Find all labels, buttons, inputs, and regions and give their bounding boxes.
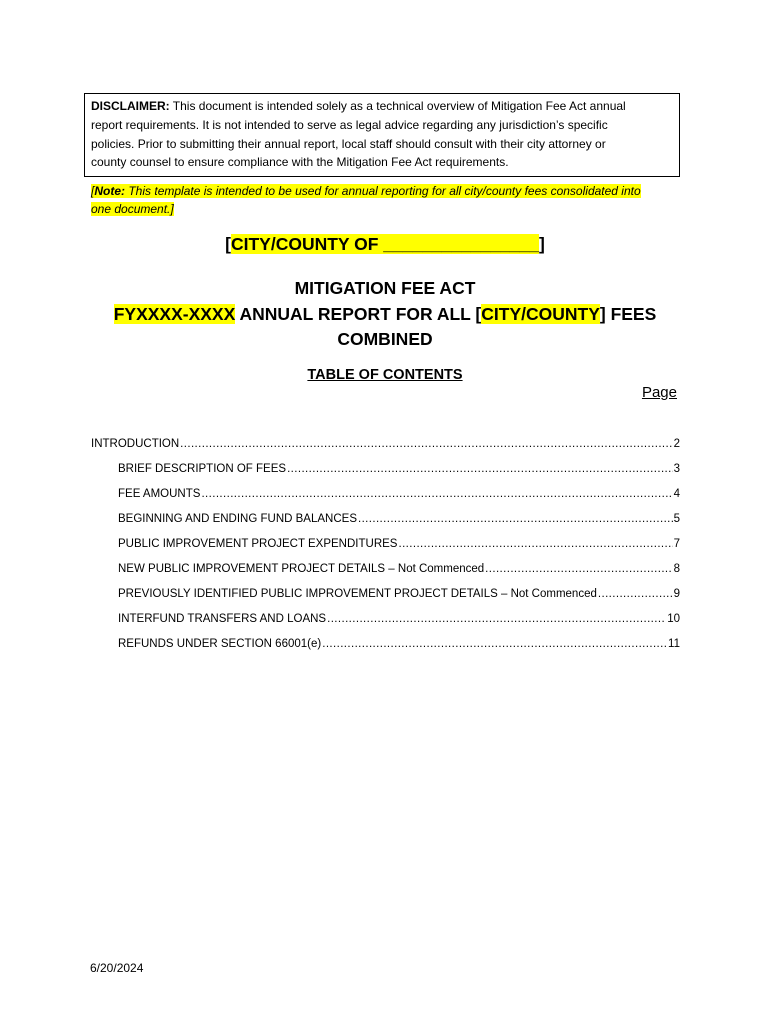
toc-entry-label: REFUNDS UNDER SECTION 66001(e)	[118, 638, 322, 650]
template-note	[91, 182, 691, 218]
city-county-placeholder: CITY/COUNTY OF ________________	[230, 234, 540, 254]
toc-entry-refunds[interactable]	[118, 638, 680, 654]
toc-leader-dots	[201, 488, 672, 500]
toc-leader-dots	[398, 538, 672, 550]
entity-placeholder: CITY/COUNTY	[481, 303, 600, 324]
toc-entry-label: INTRODUCTION	[91, 438, 180, 450]
note-text: This template is intended to be used for annual reporting for all city/county fees consolidated into	[125, 184, 641, 198]
toc-entry-page: 11	[668, 638, 680, 650]
toc-entry-page: 8	[673, 563, 680, 575]
toc-entry-label: BRIEF DESCRIPTION OF FEES	[118, 463, 287, 475]
toc-entry-fund-balances[interactable]	[118, 513, 680, 529]
footer-date: 6/20/2024	[90, 961, 144, 975]
toc-entry-project-expenditures[interactable]	[118, 538, 680, 554]
disclaimer-line: policies. Prior to submitting their annual report, local staff should consult with their city attorney or	[91, 136, 606, 151]
report-title	[0, 276, 770, 353]
title-mid-text: ANNUAL REPORT FOR ALL [	[235, 303, 482, 324]
note-text-continued: one document.	[91, 202, 171, 216]
toc-entry-page: 2	[673, 438, 680, 450]
toc-entry-label: FEE AMOUNTS	[118, 488, 201, 500]
disclaimer-line: county counsel to ensure compliance with the Mitigation Fee Act requirements.	[91, 155, 509, 170]
toc-entry-label: PUBLIC IMPROVEMENT PROJECT EXPENDITURES	[118, 538, 398, 550]
toc-entry-new-project-details[interactable]	[118, 563, 680, 579]
toc-entry-label: PREVIOUSLY IDENTIFIED PUBLIC IMPROVEMENT PROJECT DETAILS – Not Commenced	[118, 588, 597, 600]
toc-leader-dots	[287, 463, 673, 475]
note-open-bracket: [	[91, 184, 95, 198]
city-county-heading	[0, 234, 770, 255]
toc-entry-label: BEGINNING AND ENDING FUND BALANCES	[118, 513, 357, 525]
disclaimer-box	[84, 93, 680, 177]
toc-page-label: Page	[641, 384, 677, 401]
toc-entry-page: 5	[673, 513, 680, 525]
disclaimer-line: report requirements. It is not intended to serve as legal advice regarding any jurisdiction’s specific	[91, 117, 608, 132]
toc-entry-brief-description[interactable]	[118, 463, 680, 479]
toc-entry-previous-project-details[interactable]	[118, 588, 680, 604]
title-end-text: ] FEES	[599, 303, 657, 324]
toc-entry-page: 10	[667, 613, 680, 625]
toc-entry-page: 9	[673, 588, 680, 600]
toc-heading: TABLE OF CONTENTS	[307, 367, 463, 383]
toc-leader-dots	[180, 438, 672, 450]
toc-entry-fee-amounts[interactable]	[118, 488, 680, 504]
fiscal-year-placeholder: FYXXXX-XXXX	[113, 303, 236, 324]
toc-entry-label: NEW PUBLIC IMPROVEMENT PROJECT DETAILS – Not Commenced	[118, 563, 485, 575]
city-open-bracket: [	[225, 234, 231, 254]
toc-leader-dots	[598, 588, 673, 600]
toc-entry-page: 7	[673, 538, 680, 550]
toc-leader-dots	[322, 638, 667, 650]
disclaimer-line: This document is intended solely as a technical overview of Mitigation Fee Act annual	[169, 99, 626, 113]
toc-entry-page: 4	[673, 488, 680, 500]
toc-leader-dots	[485, 563, 672, 575]
toc-leader-dots	[358, 513, 673, 525]
toc-leader-dots	[327, 613, 666, 625]
title-line-3: COMBINED	[337, 329, 433, 349]
title-line-1: MITIGATION FEE ACT	[294, 278, 476, 298]
toc-entry-interfund-transfers[interactable]	[118, 613, 680, 629]
note-label: Note:	[94, 184, 126, 198]
toc-entry-label: INTERFUND TRANSFERS AND LOANS	[118, 613, 327, 625]
note-close-bracket: ]	[170, 202, 174, 216]
disclaimer-label: DISCLAIMER:	[91, 99, 170, 113]
city-close-bracket: ]	[539, 234, 545, 254]
toc-entry-page: 3	[673, 463, 680, 475]
toc-entry-introduction[interactable]	[91, 438, 680, 454]
